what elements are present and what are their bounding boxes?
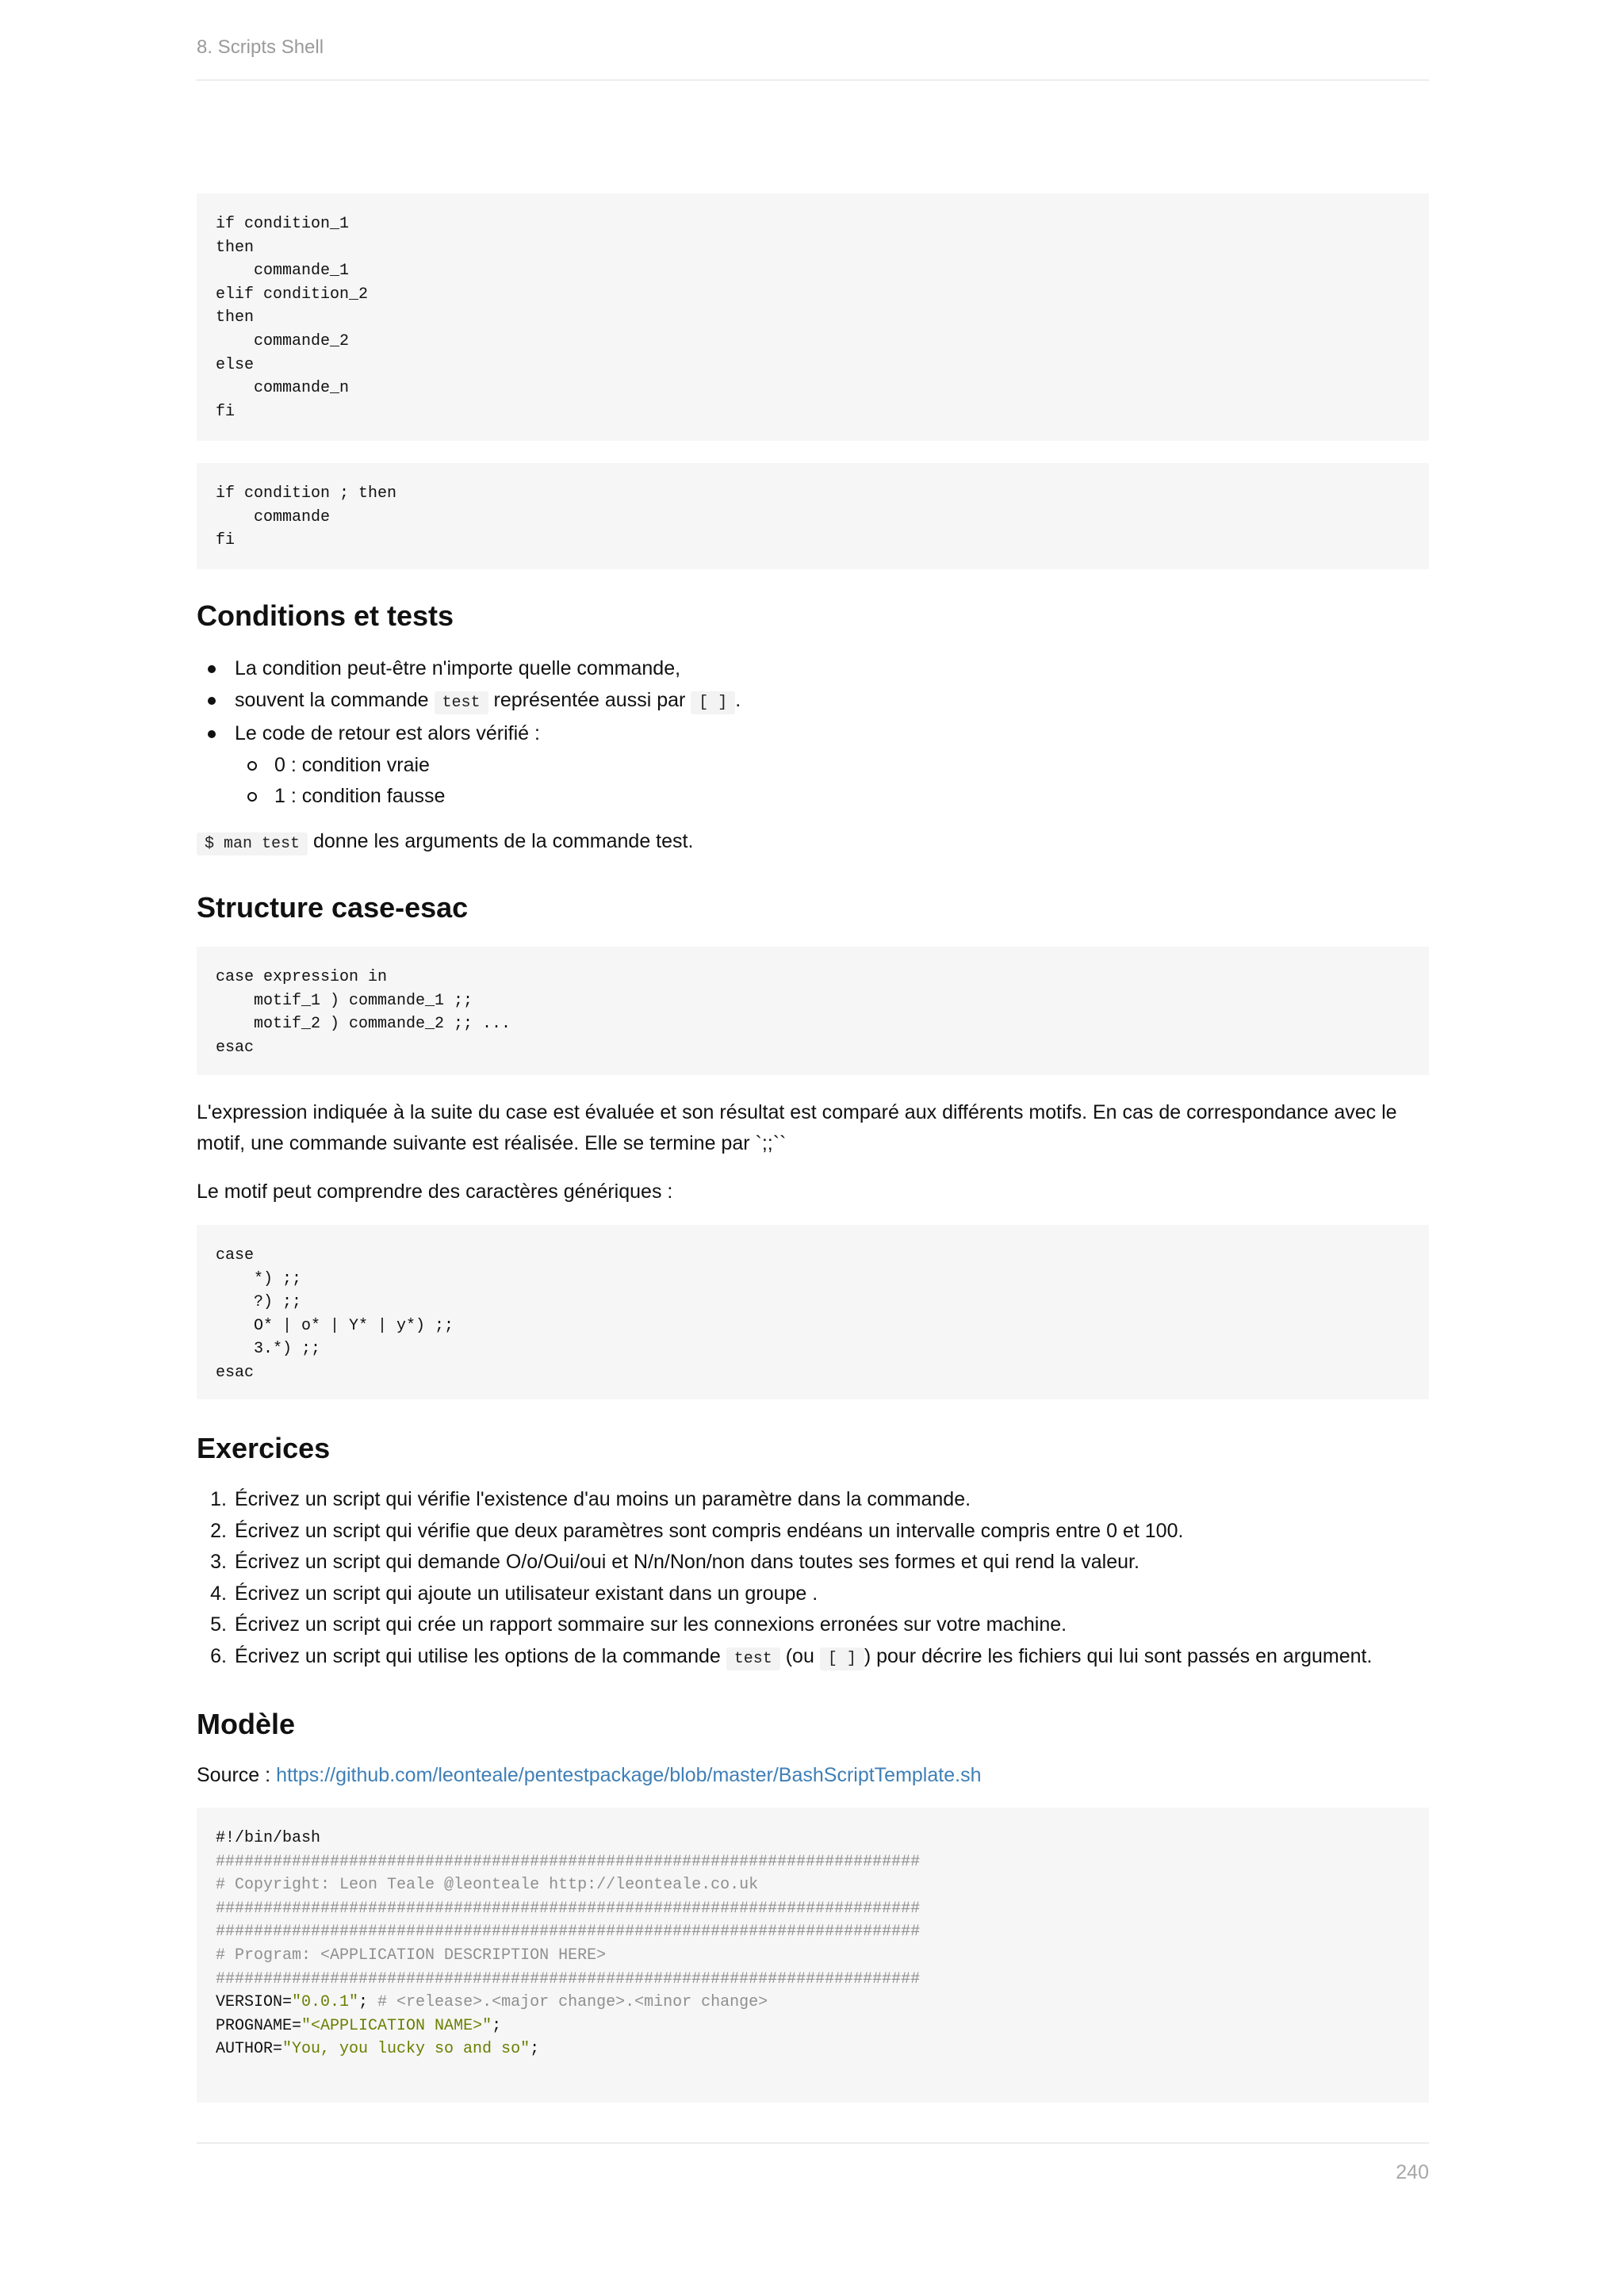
- code-string: "<APPLICATION NAME>": [301, 2016, 492, 2035]
- list-item: [197, 685, 741, 719]
- sub-list-item: [197, 750, 741, 782]
- inline-code-man-test: $ man test: [197, 832, 308, 855]
- heading-case-esac: Structure case-esac: [197, 891, 469, 924]
- code-line: else: [216, 355, 255, 374]
- code-line: fi: [216, 531, 236, 550]
- exercises-list: [197, 1484, 1372, 1674]
- exercise-item: [197, 1516, 1372, 1548]
- list-item-text: souvent la commande: [235, 688, 429, 711]
- code-punct: ;: [530, 2040, 540, 2059]
- code-key: AUTHOR=: [216, 2040, 283, 2059]
- code-line: esac: [216, 1363, 255, 1382]
- inline-code-brackets: [ ]: [691, 691, 735, 714]
- code-line: if condition_1: [216, 215, 350, 233]
- code-block-case-wildcards: [197, 1225, 1429, 1399]
- list-item-text: représentée aussi par: [493, 688, 686, 711]
- code-line: motif_1 ) commande_1 ;;: [216, 991, 473, 1010]
- heading-exercices: Exercices: [197, 1432, 331, 1464]
- code-block-if-elif: [197, 193, 1429, 441]
- wildcards-paragraph: Le motif peut comprendre des caractères génériques :: [197, 1181, 673, 1203]
- code-line: commande_2: [216, 331, 350, 350]
- code-punct: ;: [492, 2016, 502, 2035]
- exercise-item: [197, 1484, 1372, 1516]
- code-line: #!/bin/bash: [216, 1829, 321, 1847]
- code-line: *) ;;: [216, 1269, 302, 1288]
- heading-modele: Modèle: [197, 1708, 296, 1740]
- exercise-item: [197, 1578, 1372, 1610]
- code-line: then: [216, 308, 255, 327]
- code-key: PROGNAME=: [216, 2016, 302, 2035]
- exercise-item: [197, 1547, 1372, 1578]
- code-line: commande_1: [216, 262, 350, 281]
- list-item: [197, 718, 741, 750]
- code-line: O* | o* | Y* | y*) ;;: [216, 1316, 454, 1335]
- source-label: Source :: [197, 1764, 271, 1786]
- exercise-number: 1.: [210, 1488, 227, 1510]
- exercise-number: 3.: [210, 1551, 227, 1573]
- code-line: commande: [216, 507, 331, 526]
- code-string: "0.0.1": [292, 1993, 359, 2012]
- exercise-text: Écrivez un script qui demande O/o/Oui/oui et N/n/Non/non dans toutes ses formes et qui rend la valeur.: [235, 1551, 1139, 1573]
- code-comment-line: ##########################################################################: [216, 1852, 921, 1871]
- exercise-number: 6.: [210, 1644, 227, 1667]
- code-line: fi: [216, 402, 236, 421]
- list-item-text: Le code de retour est alors vérifié :: [235, 722, 540, 744]
- source-link[interactable]: https://github.com/leonteale/pentestpackage/blob/master/BashScriptTemplate.sh: [276, 1764, 982, 1786]
- code-line: case expression in: [216, 968, 388, 986]
- exercise-text: Écrivez un script qui ajoute un utilisateur existant dans un groupe .: [235, 1582, 818, 1605]
- exercise-text: (ou: [785, 1644, 814, 1667]
- code-line: if condition ; then: [216, 484, 397, 503]
- page-number: 240: [1396, 2161, 1429, 2183]
- code-line: esac: [216, 1038, 255, 1057]
- code-comment-line: ##########################################################################: [216, 1923, 921, 1942]
- man-test-paragraph: [197, 826, 1429, 859]
- exercise-text: Écrivez un script qui crée un rapport sommaire sur les connexions erronées sur votre machine.: [235, 1613, 1067, 1636]
- code-block-case-syntax: [197, 947, 1429, 1075]
- code-line-progname: [216, 2015, 1410, 2038]
- code-comment: # <release>.<major change>.<minor change>: [377, 1993, 768, 2012]
- code-key: VERSION=: [216, 1993, 293, 2012]
- code-line: ?) ;;: [216, 1293, 302, 1312]
- exercise-number: 5.: [210, 1613, 227, 1636]
- code-comment-line: ##########################################################################: [216, 1969, 921, 1988]
- code-line: case: [216, 1246, 255, 1265]
- exercise-number: 2.: [210, 1519, 227, 1542]
- code-line: elif condition_2: [216, 285, 369, 304]
- list-item-text: La condition peut-être n'importe quelle commande,: [235, 657, 681, 679]
- source-paragraph: [197, 1760, 1429, 1791]
- code-line-version: [216, 1991, 1410, 2015]
- exercise-text: Écrivez un script qui vérifie l'existence d'au moins un paramètre dans la commande.: [235, 1488, 971, 1510]
- code-comment-line: ##########################################################################: [216, 1899, 921, 1918]
- exercise-item: [197, 1609, 1372, 1641]
- code-comment-line: # Program: <APPLICATION DESCRIPTION HERE>: [216, 1946, 607, 1965]
- code-punct: ;: [358, 1993, 378, 2012]
- code-block-if-inline: [197, 463, 1429, 569]
- case-explanation-paragraph: L'expression indiquée à la suite du case est évaluée et son résultat est comparé aux différents motifs. En cas de correspondance avec le motif, une commande suivante est réalisée. Elle se termine par `;;``: [197, 1101, 1397, 1154]
- list-item: [197, 653, 741, 685]
- running-header: 8. Scripts Shell: [197, 36, 324, 58]
- code-block-bash-template: [197, 1808, 1429, 2103]
- paragraph-text: donne les arguments de la commande test.: [312, 830, 694, 852]
- list-item-text: .: [735, 688, 741, 711]
- conditions-list: [197, 653, 741, 813]
- list-item-text: 1 : condition fausse: [274, 785, 446, 807]
- code-line: then: [216, 238, 255, 257]
- inline-code-brackets: [ ]: [820, 1647, 864, 1670]
- inline-code-test: test: [435, 691, 488, 714]
- code-comment-line: # Copyright: Leon Teale @leonteale http://leonteale.co.uk: [216, 1876, 759, 1895]
- code-line-author: [216, 2038, 1410, 2061]
- list-item-text: 0 : condition vraie: [274, 753, 430, 776]
- exercise-text: Écrivez un script qui vérifie que deux paramètres sont compris endéans un intervalle compris entre 0 et 100.: [235, 1519, 1184, 1542]
- code-string: "You, you lucky so and so": [282, 2040, 530, 2059]
- footer-divider: [197, 2142, 1429, 2144]
- code-line: motif_2 ) commande_2 ;; ...: [216, 1015, 511, 1034]
- inline-code-test: test: [726, 1647, 780, 1670]
- sub-list-item: [197, 781, 741, 813]
- heading-conditions-tests: Conditions et tests: [197, 599, 454, 632]
- exercise-text: Écrivez un script qui utilise les options de la commande: [235, 1644, 721, 1667]
- code-line: 3.*) ;;: [216, 1340, 321, 1359]
- code-line: commande_n: [216, 379, 350, 398]
- exercise-number: 4.: [210, 1582, 227, 1605]
- exercise-text: ) pour décrire les fichiers qui lui sont passés en argument.: [864, 1644, 1373, 1667]
- header-divider: [197, 79, 1429, 81]
- exercise-item: [197, 1641, 1372, 1675]
